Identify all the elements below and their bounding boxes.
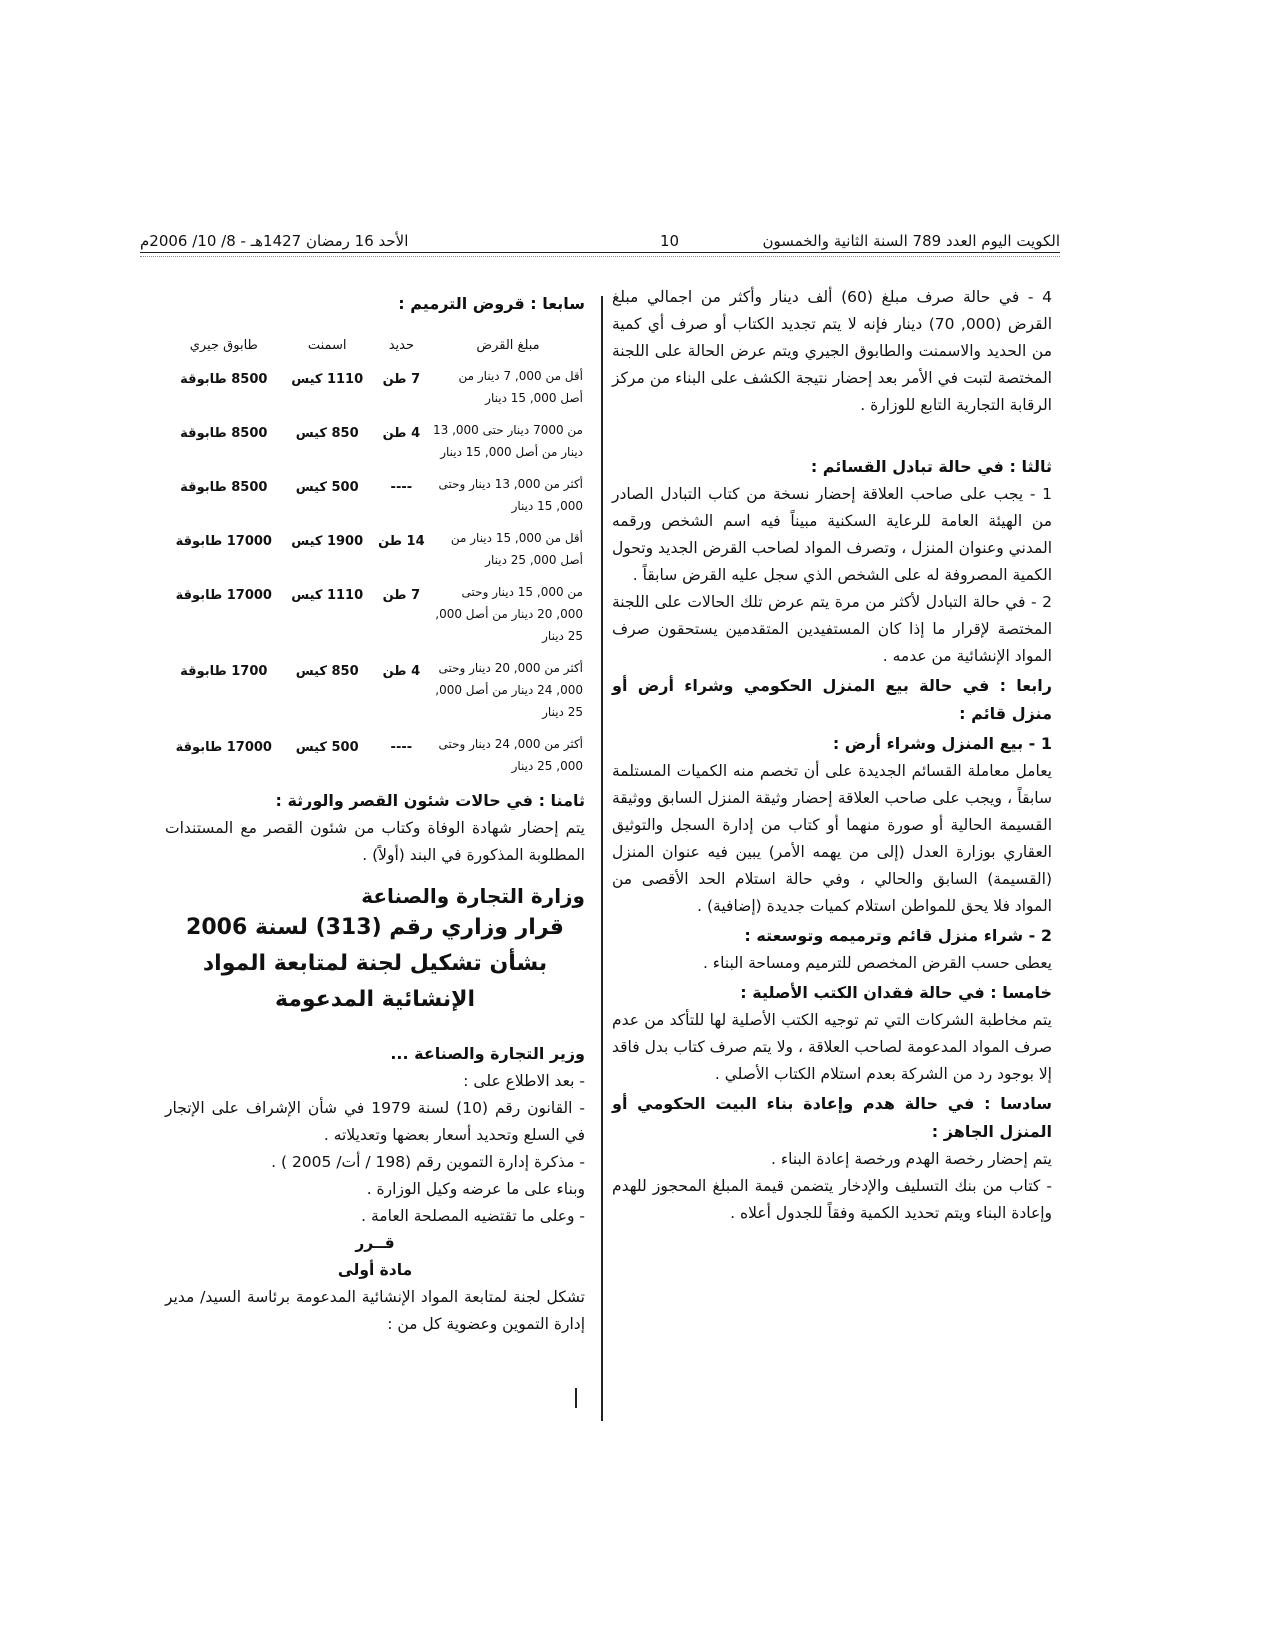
table-row [165, 579, 585, 655]
section-4-title: رابعا : في حالة بيع المنزل الحكومي وشراء أرض أو منزل قائم : [612, 676, 1052, 723]
decision-subject: بشأن تشكيل لجنة لمتابعة المواد الإنشائية المدعومة [202, 951, 548, 1012]
section-8-paragraph: يتم إحضار شهادة الوفاة وكتاب من شئون القصر مع المستندات المطلوبة المذكورة في البند (أولاً) . [165, 819, 585, 864]
section-8-title: ثامنا : في حالات شئون القصر والورثة : [275, 791, 585, 810]
article-paragraph: تشكل لجنة لمتابعة المواد الإنشائية المدعومة برئاسة السيد/ مدير إدارة التموين وعضوية كل من : [165, 1288, 585, 1333]
cell-cement: 850 كيس [295, 664, 359, 679]
issue-date: الأحد 16 رمضان 1427هـ - 8/ 10/ 2006م [140, 232, 409, 250]
header-loan-amount: مبلغ القرض [476, 338, 540, 353]
cell-iron: 14 طن [378, 534, 425, 549]
column-divider [601, 296, 603, 1421]
ministry-name: وزارة التجارة والصناعة [361, 884, 585, 908]
cell-iron: 7 طن [382, 372, 421, 387]
table-header-row [165, 330, 585, 363]
after-review: - بعد الاطلاع على : [463, 1072, 585, 1090]
header-bricks: طابوق جيري [189, 338, 258, 353]
minister-title: وزير التجارة والصناعة ... [390, 1044, 585, 1063]
cell-bricks: 8500 طابوقة [180, 372, 268, 387]
section-4-subtitle-2: 2 - شراء منزل قائم وترميمه وتوسعته : [744, 926, 1052, 945]
cell-cement: 850 كيس [295, 426, 359, 441]
section-5-paragraph: يتم مخاطبة الشركات التي تم توجيه الكتب الأصلية لها للتأكد من عدم صرف المواد المدعومة لصاحب العلاقة ، ولا يتم صرف كتاب بدل فاقد إلا بوجود رد من الشركة بعدم استلام الكتاب الأصلي . [612, 1011, 1052, 1083]
section-3-paragraph-1: 1 - يجب على صاحب العلاقة إحضار نسخة من كتاب التبادل الصادر من الهيئة العامة للرعاية السكنية مبيناً فيه اسم الشخص ورقمه المدني وعنوان المنزل ، وتصرف المواد لصاحب القرض الجديد وتحول الكمية المصروفة له على الشخص الذي سجل عليه القرض سابقاً . [612, 485, 1052, 584]
cell-cement: 1110 كيس [291, 588, 364, 603]
section-5-title: خامسا : في حالة فقدان الكتب الأصلية : [740, 983, 1052, 1002]
section-7-title: سابعا : قروض الترميم : [398, 294, 585, 313]
cell-amount: أكثر من 000, 20 دينار وحتى 000, 24 دينار من أصل 000, 25 دينار [435, 661, 583, 719]
cell-amount: أكثر من 000, 24 دينار وحتى 000, 25 دينار [438, 737, 583, 773]
table-row [165, 525, 585, 579]
cell-iron: ---- [390, 480, 413, 495]
cell-cement: 500 كيس [295, 480, 359, 495]
section-4-paragraph-1: يعامل معاملة القسائم الجديدة على أن تخصم منه الكميات المستلمة سابقاً ، ويجب على صاحب العلاقة إحضار وثيقة المنزل السابق ووثيقة القسيمة الحالية أو صورة منهما أو كتاب من إدارة السجل والتوثيق العقاري بوزارة العدل (إلى من يهمه الأمر) يبين فيه عنوان المنزل (القسيمة) السابق والحالي ، وفي حالة استلام الحد الأقصى من المواد فلا يحق للمواطن استلام كميات جديدة (إضافية) . [612, 762, 1052, 915]
based-on: وبناء على ما عرضه وكيل الوزارة . [366, 1180, 585, 1198]
table-row [165, 731, 585, 785]
cell-bricks: 8500 طابوقة [180, 426, 268, 441]
footer-mark [575, 1388, 577, 1408]
cell-iron: 4 طن [382, 426, 421, 441]
cell-amount: أقل من 000, 15 دينار من أصل 000, 25 دينار [450, 531, 583, 567]
cell-iron: ---- [390, 740, 413, 755]
cell-bricks: 8500 طابوقة [180, 480, 268, 495]
section-4-paragraph-2: يعطى حسب القرض المخصص للترميم ومساحة البناء . [702, 954, 1052, 972]
decision-title: قرار وزاري رقم (313) لسنة 2006 [186, 915, 564, 940]
cell-cement: 1900 كيس [291, 534, 364, 549]
cell-iron: 4 طن [382, 664, 421, 679]
law-reference: - القانون رقم (10) لسنة 1979 في شأن الإشراف على الإتجار في السلع وتحديد أسعار بعضها وتعديلاته . [165, 1099, 585, 1144]
table-row [165, 471, 585, 525]
header-iron: حديد [388, 338, 414, 353]
cell-bricks: 17000 طابوقة [175, 740, 272, 755]
cell-bricks: 17000 طابوقة [175, 588, 272, 603]
page-number: 10 [660, 232, 680, 250]
right-column [612, 284, 1052, 1227]
header-rule [140, 252, 1060, 253]
section-6-title: سادسا : في حالة هدم وإعادة بناء البيت الحكومي أو المنزل الجاهز : [612, 1094, 1052, 1141]
table-row [165, 363, 585, 417]
cell-bricks: 1700 طابوقة [180, 664, 268, 679]
section-3-paragraph-2: 2 - في حالة التبادل لأكثر من مرة يتم عرض تلك الحالات على اللجنة المختصة لإقرار ما إذا كان المستفيدين المتقدمين يستحقون صرف المواد الإنشائية من عدمه . [612, 593, 1052, 665]
paragraph-item-4: 4 - في حالة صرف مبلغ (60) ألف دينار وأكثر من اجمالي مبلغ القرض (000, 70) دينار فإنه لا يتم تجديد الكتاب أو صرف أي كمية من الحديد والاسمنت والطابوق الجيري ويتم عرض الحالة على اللجنة المختصة لتبت في الأمر بعد إحضار نتيجة الكشف على البناء من مركز الرقابة التجارية التابع للوزارة . [612, 288, 1053, 414]
article-heading: مادة أولى [337, 1261, 413, 1279]
section-4-subtitle-1: 1 - بيع المنزل وشراء أرض : [832, 734, 1052, 753]
cell-amount: أقل من 000, 7 دينار من أصل 000, 15 دينار [458, 369, 583, 405]
public-interest: - وعلى ما تقتضيه المصلحة العامة . [361, 1207, 585, 1225]
table-row [165, 655, 585, 731]
gazette-info: الكويت اليوم العدد 789 السنة الثانية والخمسون [762, 232, 1060, 250]
decides-heading: قــرر [355, 1234, 395, 1252]
page-header [140, 232, 1060, 258]
header-rule-dotted [140, 256, 1060, 257]
section-3-title: ثالثا : في حالة تبادل القسائم : [810, 457, 1052, 476]
cell-cement: 500 كيس [295, 740, 359, 755]
cell-bricks: 17000 طابوقة [175, 534, 272, 549]
cell-amount: أكثر من 000, 13 دينار وحتى 000, 15 دينار [438, 477, 583, 513]
cell-amount: من 000, 15 دينار وحتى 000, 20 دينار من أصل 000, 25 دينار [435, 585, 583, 643]
section-6-paragraph-2: - كتاب من بنك التسليف والإدخار يتضمن قيمة المبلغ المحجوز للهدم وإعادة البناء ويتم تحديد الكمية وفقاً للجدول أعلاه . [612, 1177, 1052, 1222]
table-row [165, 417, 585, 471]
memo-reference: - مذكرة إدارة التموين رقم (198 / أت/ 2005 ) . [271, 1153, 585, 1171]
cell-amount: من 7000 دينار حتى 000, 13 دينار من أصل 000, 15 دينار [432, 423, 583, 459]
section-6-paragraph-1: يتم إحضار رخصة الهدم ورخصة إعادة البناء . [771, 1150, 1052, 1168]
renovation-loans-table [165, 330, 585, 785]
header-cement: اسمنت [307, 338, 347, 353]
cell-iron: 7 طن [382, 588, 421, 603]
left-column [165, 288, 585, 1338]
cell-cement: 1110 كيس [291, 372, 364, 387]
